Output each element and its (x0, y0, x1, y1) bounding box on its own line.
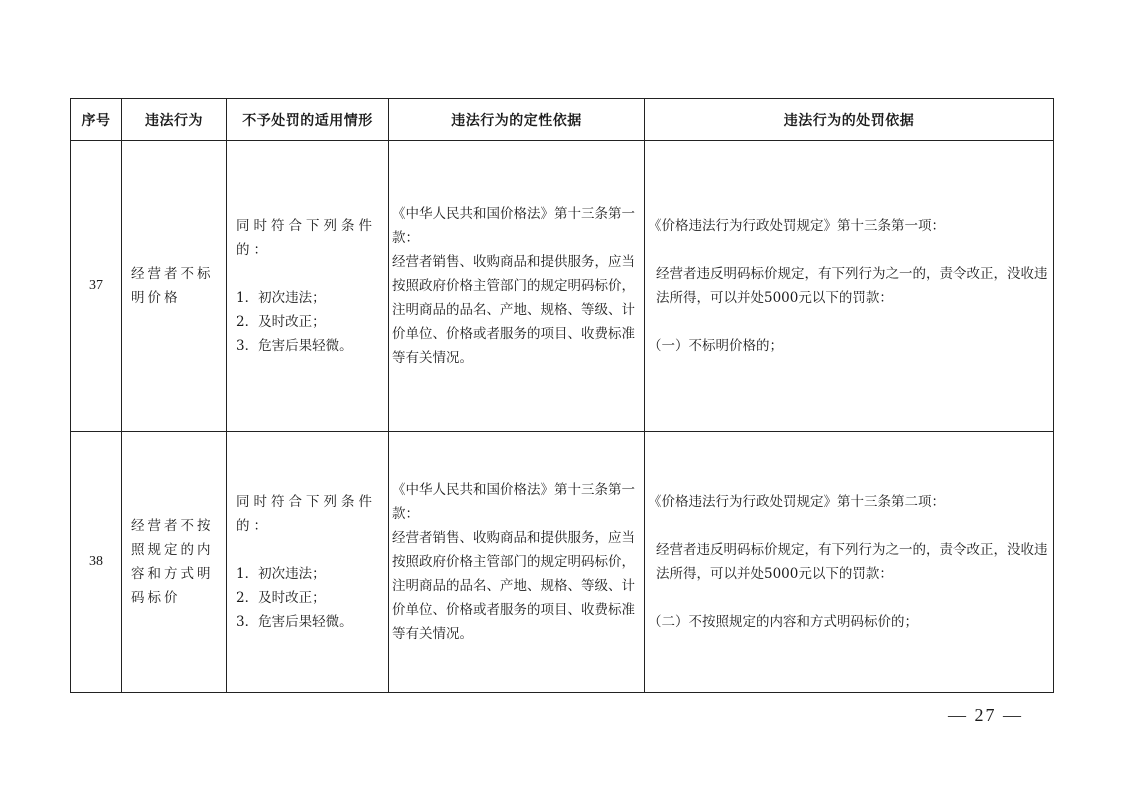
penalty-table (70, 98, 1054, 693)
row-violation: 经营者不按照规定的内容和方式明码标价 (122, 432, 227, 693)
exempt-items: 1．初次违法； 2．及时改正； 3．危害后果轻微。 (236, 290, 353, 354)
exempt-items: 1．初次违法； 2．及时改正； 3．危害后果轻微。 (236, 566, 353, 630)
exempt-lead: 同时符合下列条件的： (236, 218, 376, 258)
table-row (71, 432, 1054, 693)
penalty-title: 《价格违法行为行政处罚规定》第十三条第一项： (648, 218, 945, 234)
exempt-lead: 同时符合下列条件的： (236, 494, 376, 534)
row-basis: 《中华人民共和国价格法》第十三条第一款： 经营者销售、收购商品和提供服务，应当按照政府价格主管部门的规定明码标价，注明商品的品名、产地、规格、等级、计价单位、价格或者服务的项目、收费标准等有关情况。 (389, 141, 645, 432)
header-violation: 违法行为 (122, 99, 227, 141)
row-seq: 37 (71, 141, 122, 432)
penalty-item: （二）不按照规定的内容和方式明码标价的； (648, 614, 918, 630)
row-penalty (645, 141, 1054, 432)
penalty-body: 经营者违反明码标价规定，有下列行为之一的，责令改正，没收违法所得，可以并处5000元以下的罚款： (656, 542, 1048, 582)
header-basis: 违法行为的定性依据 (389, 99, 645, 141)
row-seq: 38 (71, 432, 122, 693)
page-number: — 27 — (948, 705, 1023, 725)
header-seq: 序号 (71, 99, 122, 141)
table-row (71, 141, 1054, 432)
row-basis: 《中华人民共和国价格法》第十三条第一款： 经营者销售、收购商品和提供服务，应当按照政府价格主管部门的规定明码标价，注明商品的品名、产地、规格、等级、计价单位、价格或者服务的项目、收费标准等有关情况。 (389, 432, 645, 693)
header-exempt: 不予处罚的适用情形 (227, 99, 389, 141)
penalty-title: 《价格违法行为行政处罚规定》第十三条第二项： (648, 494, 945, 510)
row-violation: 经营者不标明价格 (122, 141, 227, 432)
penalty-body: 经营者违反明码标价规定，有下列行为之一的，责令改正，没收违法所得，可以并处5000元以下的罚款： (656, 266, 1048, 306)
table-header-row (71, 99, 1054, 141)
penalty-item: （一）不标明价格的； (648, 338, 783, 354)
row-penalty (645, 432, 1054, 693)
row-exempt (227, 432, 389, 693)
header-penalty: 违法行为的处罚依据 (645, 99, 1054, 141)
row-exempt (227, 141, 389, 432)
